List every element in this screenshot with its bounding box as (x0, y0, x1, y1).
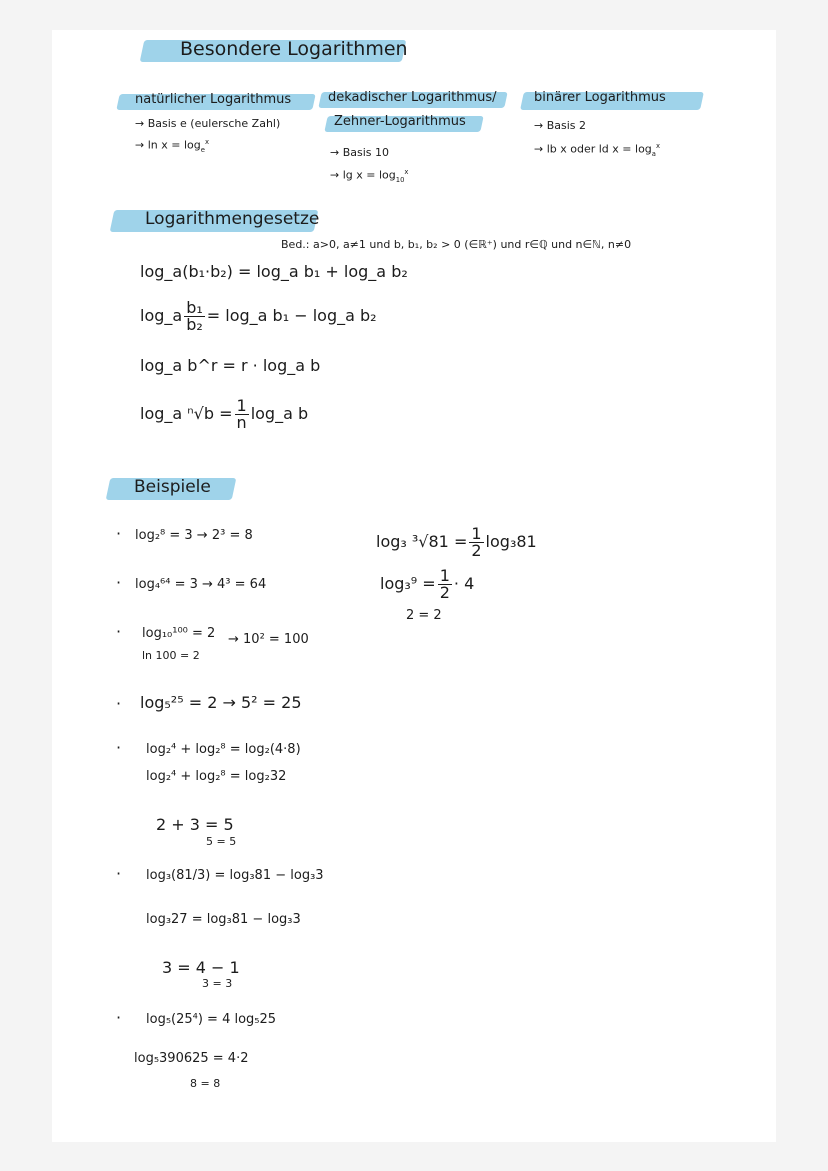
decadic-log-line2: → $\lg x = \log_{10}^x$ (330, 168, 409, 184)
laws-heading: Logarithmengesetze (145, 209, 320, 229)
example-7a: log₅(25⁴) = 4 log₅25 (146, 1012, 277, 1027)
example-6c: 3 = 4 − 1 (162, 958, 240, 977)
example-7b: log₅390625 = 4·2 (134, 1051, 249, 1066)
bullet: · (116, 573, 122, 592)
examples-heading: Beispiele (134, 477, 211, 497)
example-7c: 8 = 8 (190, 1077, 221, 1090)
example-6a: log₃(81/3) = log₃81 − log₃3 (146, 868, 324, 883)
example-6b: log₃27 = log₃81 − log₃3 (146, 912, 301, 927)
law-power: log_a b^r = r · log_a b (140, 356, 321, 375)
bullet: · (116, 622, 122, 641)
law-product: log_a(b₁·b₂) = log_a b₁ + log_a b₂ (140, 262, 408, 281)
example-3c: → 10² = 100 (228, 632, 309, 647)
example-right-3: 2 = 2 (406, 608, 442, 623)
bullet: · (116, 694, 122, 713)
natural-log-line2: → $\ln x = \log_e^x$ (135, 138, 209, 154)
example-5a: log₂⁴ + log₂⁸ = log₂(4·8) (146, 742, 301, 757)
example-3a: log₁₀¹⁰⁰ = 2 (142, 626, 216, 641)
natural-log-line1: → Basis e (eulersche Zahl) (135, 117, 281, 130)
law-quotient: log_a $\frac{\text{b₁}}{\text{b₂}}$ = log_a b₁ − log_a b₂ (140, 298, 377, 334)
natural-log-heading: natürlicher Logarithmus (135, 92, 292, 107)
laws-condition: Bed.: a>0, a≠1 und b, b₁, b₂ > 0 (∈ℝ⁺) und r∈ℚ und n∈ℕ, n≠0 (281, 238, 632, 251)
decadic-log-heading-2: Zehner-Logarithmus (334, 114, 466, 129)
bullet: · (116, 864, 122, 883)
example-5b: log₂⁴ + log₂⁸ = log₂32 (146, 769, 287, 784)
example-4: log₅²⁵ = 2 → 5² = 25 (140, 693, 302, 712)
bullet: · (116, 1008, 122, 1027)
decadic-log-heading: dekadischer Logarithmus/ (328, 90, 497, 105)
law-root: log_a ⁿ√b = $\frac{1}{n}$ log_a b (140, 396, 309, 432)
example-right-2: log₃⁹ = $\frac{1}{2}$ · 4 (380, 566, 475, 602)
example-2: log₄⁶⁴ = 3 → 4³ = 64 (135, 577, 267, 592)
example-5d: 5 = 5 (206, 835, 237, 848)
example-5c: 2 + 3 = 5 (156, 815, 234, 834)
example-right-1: log₃ ³√81 = $\frac{1}{2}$ log₃81 (376, 524, 537, 560)
bullet: · (116, 524, 122, 543)
example-3b: ln 100 = 2 (142, 649, 200, 662)
binary-log-heading: binärer Logarithmus (534, 90, 666, 105)
binary-log-line1: → Basis 2 (534, 119, 587, 132)
decadic-log-line1: → Basis 10 (330, 146, 390, 159)
page-title: Besondere Logarithmen (180, 38, 408, 60)
example-1: log₂⁸ = 3 → 2³ = 8 (135, 528, 253, 543)
bullet: · (116, 738, 122, 757)
example-6d: 3 = 3 (202, 977, 233, 990)
binary-log-line2: → lb x oder ld $x = \log_a^x$ (534, 142, 661, 158)
